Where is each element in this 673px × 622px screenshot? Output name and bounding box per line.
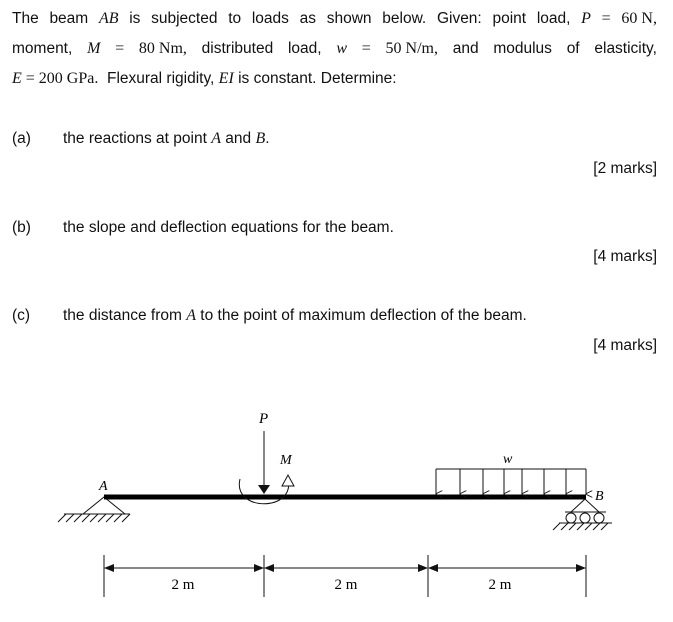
word: modulus (493, 40, 552, 57)
question-c-label: (c) (12, 307, 31, 324)
word: of (566, 40, 580, 57)
label-b: B (595, 489, 604, 504)
problem-line-3 (12, 70, 657, 88)
word: as (299, 10, 317, 27)
word: below. (382, 10, 427, 27)
text: to the point of maximum deflection of the beam. (195, 307, 527, 324)
p-value: 60 N, (621, 10, 657, 27)
word: beam (49, 10, 89, 27)
word: The (12, 10, 39, 27)
question-b-text: the slope and deflection equations for the beam. (63, 219, 394, 236)
question-a-text (63, 130, 270, 148)
word: and (452, 40, 479, 57)
equals: = (115, 40, 125, 57)
word: point (492, 10, 527, 27)
word: elasticity, (594, 40, 657, 57)
question-a-label: (a) (12, 130, 31, 147)
e-value: = 200 GPa. (21, 70, 99, 87)
pin-support-a (58, 497, 130, 522)
beam-diagram (0, 395, 673, 622)
var-a: A (211, 130, 221, 147)
text: Flexural rigidity, (106, 70, 219, 87)
word: is (129, 10, 141, 27)
question-b-marks: [4 marks] (593, 248, 657, 265)
word: to (228, 10, 242, 27)
label-m: M (280, 453, 292, 468)
question-b-label: (b) (12, 219, 31, 236)
equals: = (601, 10, 611, 27)
problem-line-1 (12, 10, 657, 28)
word: moment, (12, 40, 73, 57)
m-value: 80 Nm, (138, 40, 187, 57)
word: distributed (201, 40, 274, 57)
var-p: P (581, 10, 591, 27)
text: the reactions at point (63, 130, 212, 147)
var-w: w (336, 40, 347, 57)
word: load, (536, 10, 571, 27)
dim-label-2: 2 m (334, 577, 358, 593)
text: is constant. Determine: (233, 70, 397, 87)
var-ab: AB (98, 10, 119, 27)
var-b: B (255, 130, 266, 147)
dim-label-1: 2 m (171, 577, 195, 593)
equals: = (361, 40, 371, 57)
var-e: E (12, 70, 22, 87)
word: loads (251, 10, 289, 27)
question-c-text (63, 307, 527, 325)
question-a-marks: [2 marks] (593, 160, 657, 177)
point-load-arrowhead (258, 485, 270, 494)
var-m: M (87, 40, 101, 57)
question-c-marks: [4 marks] (593, 337, 657, 354)
text: . (265, 130, 270, 147)
var-a: A (186, 307, 196, 324)
word: subjected (151, 10, 218, 27)
word: load, (287, 40, 322, 57)
text: the distance from (63, 307, 187, 324)
distributed-load (436, 469, 586, 494)
label-a: A (99, 479, 108, 494)
text: and (221, 130, 256, 147)
word: shown (326, 10, 372, 27)
word: Given: (436, 10, 482, 27)
w-value: 50 N/m, (385, 40, 438, 57)
label-p: P (259, 411, 269, 427)
label-w: w (503, 452, 513, 467)
moment-arrowhead (282, 475, 294, 486)
var-ei: EI (218, 70, 234, 87)
problem-line-2 (12, 40, 657, 58)
dim-label-3: 2 m (488, 577, 512, 593)
